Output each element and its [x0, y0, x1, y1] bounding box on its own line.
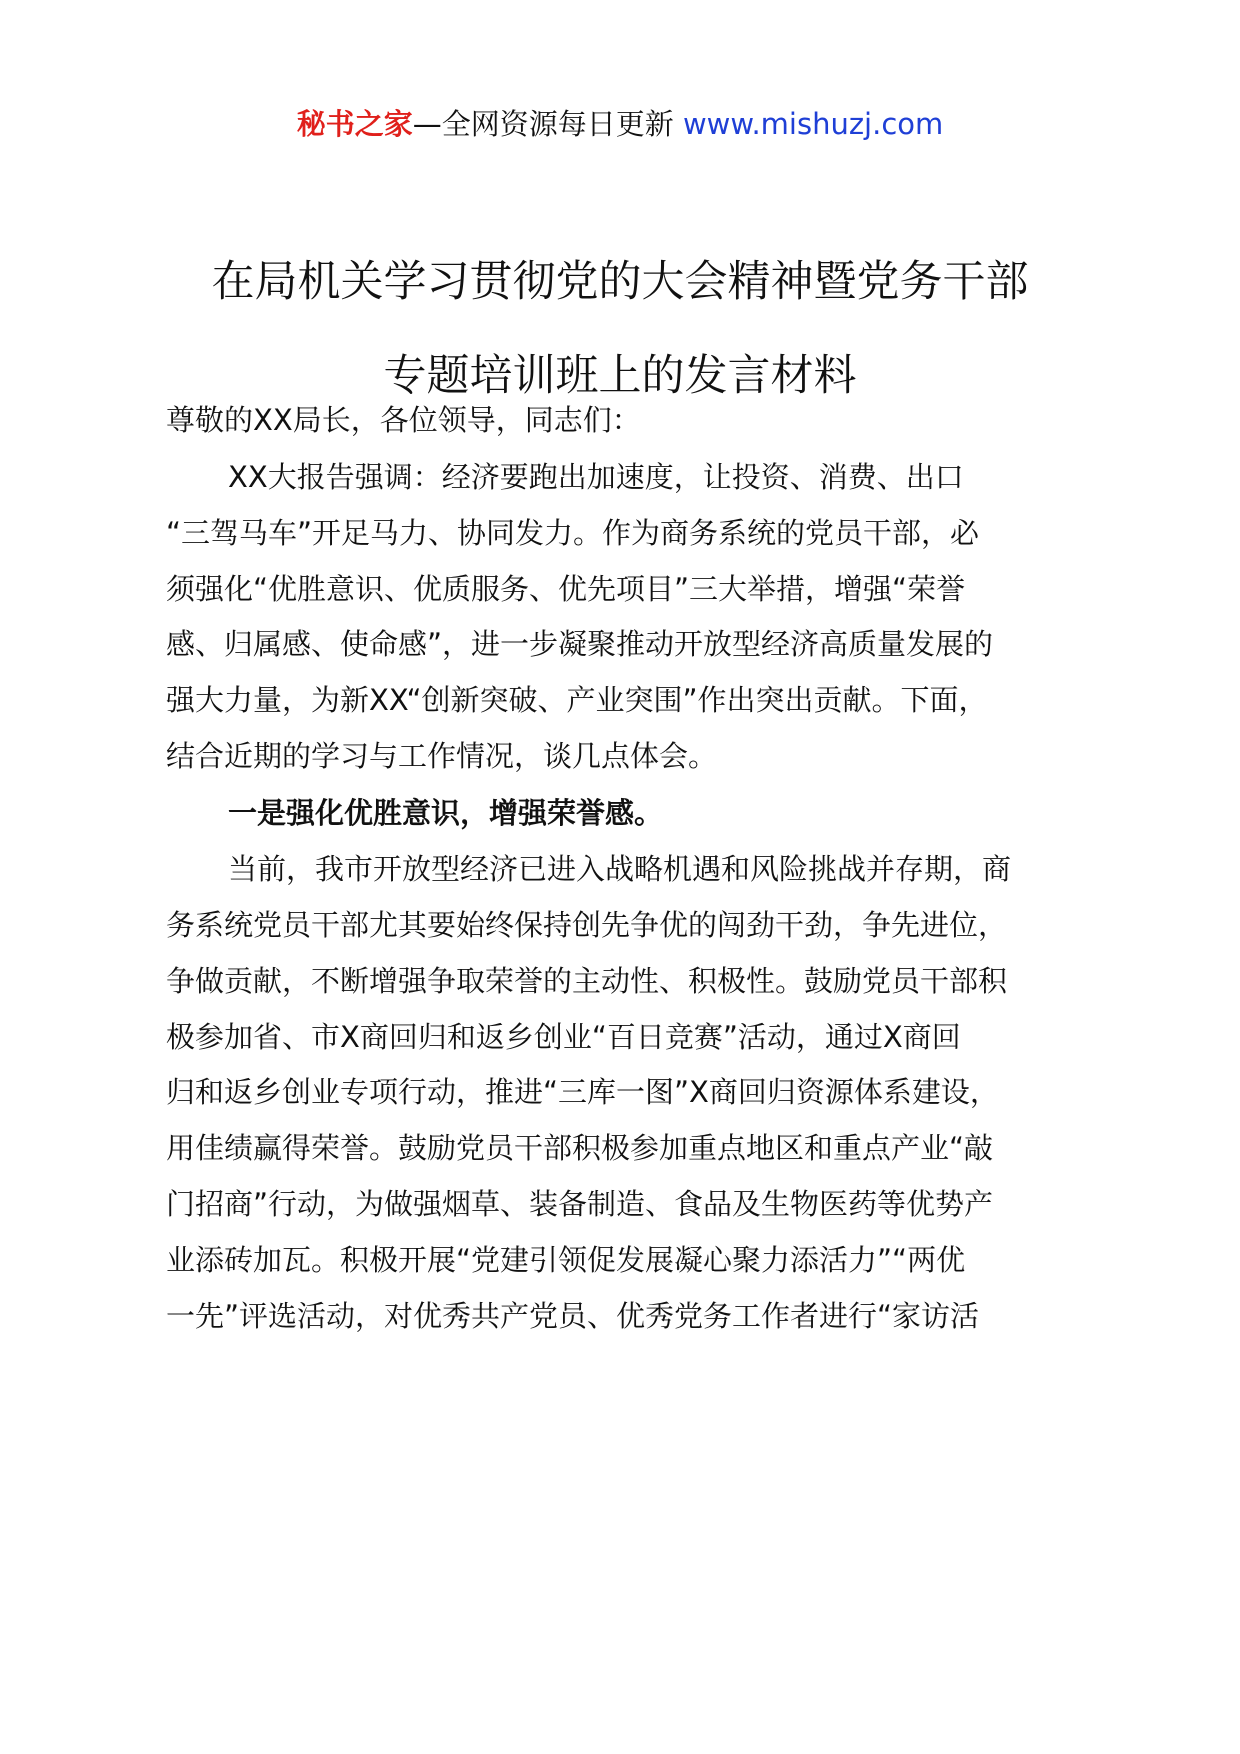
paragraph-2-line: 极参加省、市X商回归和返乡创业“百日竞赛”活动，通过X商回	[166, 1020, 961, 1054]
paragraph-2-line: 争做贡献，不断增强争取荣誉的主动性、积极性。鼓励党员干部积	[166, 964, 1008, 998]
salutation: 尊敬的XX局长，各位领导，同志们：	[166, 403, 641, 437]
site-banner	[0, 104, 1240, 144]
paragraph-2-line: 一先”评选活动，对优秀共产党员、优秀党务工作者进行“家访活	[166, 1299, 980, 1333]
paragraph-2-line: 务系统党员干部尤其要始终保持创先争优的闯劲干劲，争先进位，	[166, 908, 1008, 942]
paragraph-1-line: 强大力量，为新XX“创新突破、产业突围”作出突出贡献。下面，	[166, 683, 988, 717]
paragraph-2-line: 门招商”行动，为做强烟草、装备制造、食品及生物医药等优势产	[166, 1187, 994, 1221]
paragraph-2-line: 业添砖加瓦。积极开展“党建引领促发展凝心聚力添活力”“两优	[166, 1243, 966, 1277]
paragraph-1-line: 须强化“优胜意识、优质服务、优先项目”三大举措，增强“荣誉	[166, 572, 966, 606]
document-title-line-1: 在局机关学习贯彻党的大会精神暨党务干部	[211, 257, 1029, 307]
paragraph-1-line: 结合近期的学习与工作情况，谈几点体会。	[166, 739, 718, 773]
site-slogan: —全网资源每日更新	[412, 107, 674, 141]
document-title-line-2: 专题培训班上的发言材料	[383, 351, 857, 401]
paragraph-2-line: 归和返乡创业专项行动，推进“三库一图”X商回归资源体系建设，	[166, 1075, 999, 1109]
paragraph-1-line: “三驾马车”开足马力、协同发力。作为商务系统的党员干部，必	[166, 516, 980, 550]
paragraph-2-line: 用佳绩赢得荣誉。鼓励党员干部积极参加重点地区和重点产业“敲	[166, 1131, 994, 1165]
site-url-link[interactable]: www.mishuzj.com	[682, 107, 944, 141]
site-brand: 秘书之家	[296, 107, 413, 141]
section-1-heading: 一是强化优胜意识，增强荣誉感。	[228, 796, 664, 830]
paragraph-1-line: XX大报告强调：经济要跑出加速度，让投资、消费、出口	[228, 460, 964, 494]
paragraph-1-line: 感、归属感、使命感”，进一步凝聚推动开放型经济高质量发展的	[166, 627, 994, 661]
paragraph-2-line: 当前，我市开放型经济已进入战略机遇和风险挑战并存期，商	[228, 852, 1012, 886]
